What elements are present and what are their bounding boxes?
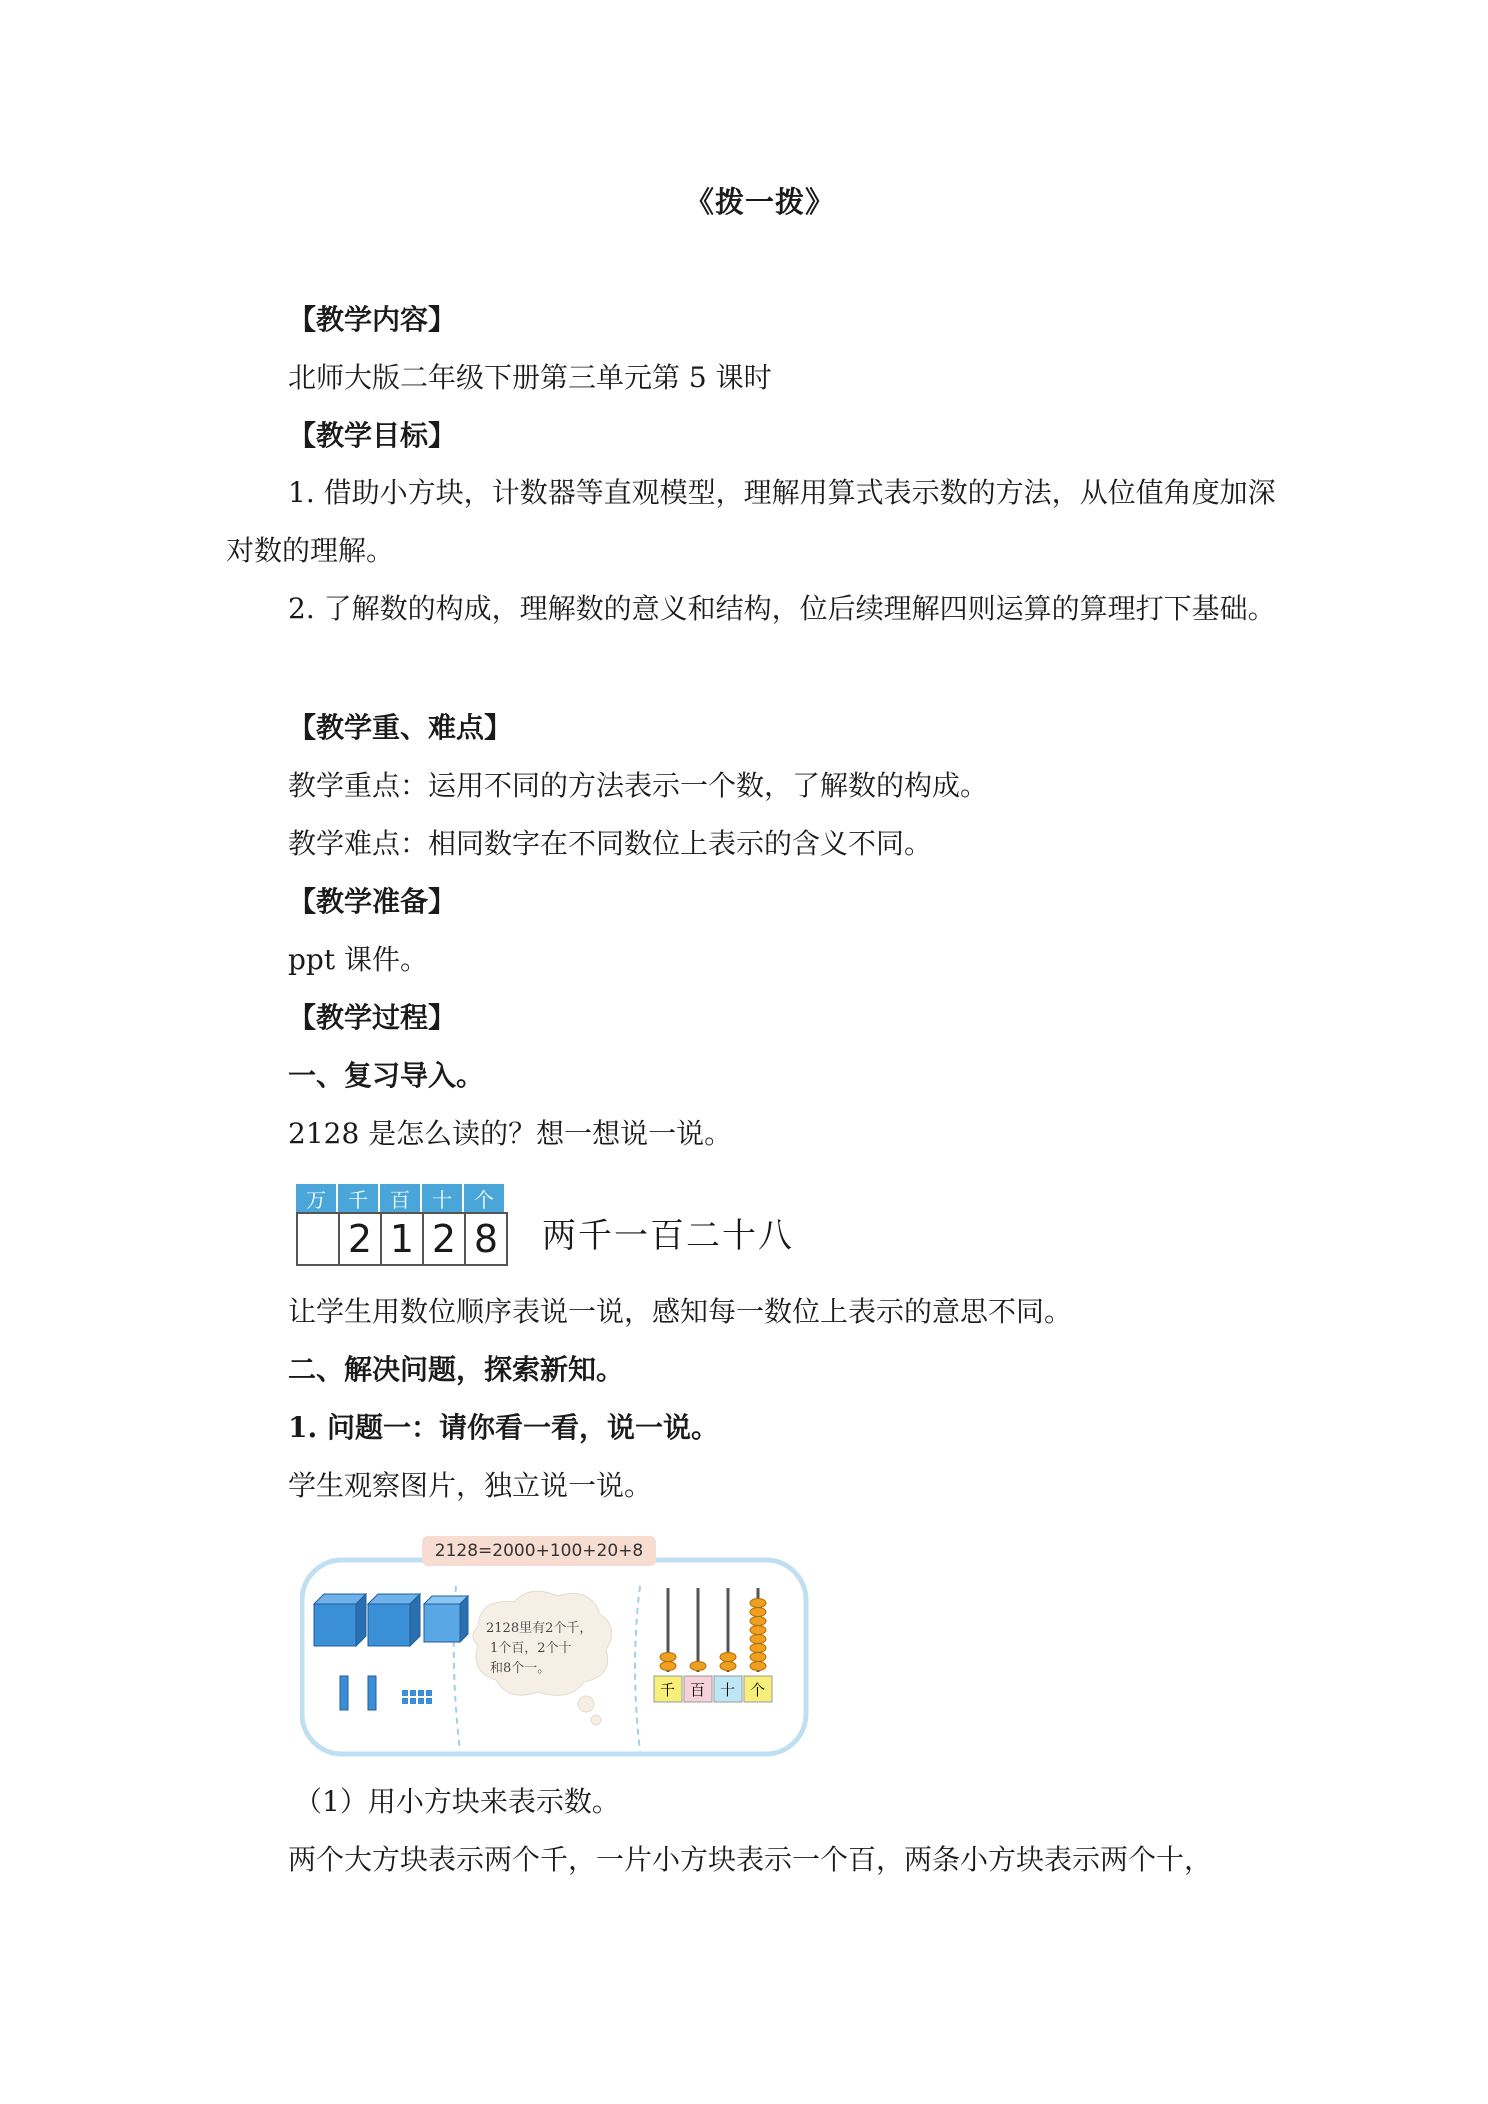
- abacus-bead-ge: [750, 1662, 766, 1671]
- step-1-heading: 一、复习导入。: [288, 1059, 485, 1092]
- abacus-bead-ge: [750, 1599, 766, 1608]
- pv-digit-shi: 2: [424, 1212, 466, 1266]
- content-text: 北师大版二年级下册第三单元第 5 课时: [288, 361, 772, 394]
- place-value-table: [296, 1184, 508, 1266]
- pv-header-qian: 千: [338, 1184, 380, 1212]
- pv-header-ge: 个: [464, 1184, 506, 1212]
- section-heading-content: 【教学内容】: [288, 303, 457, 336]
- pv-header-shi: 十: [422, 1184, 464, 1212]
- prep-text: ppt 课件。: [288, 943, 429, 976]
- step-1-question: 2128 是怎么读的？想一想说一说。: [288, 1117, 733, 1150]
- abacus-bead-bai: [690, 1662, 706, 1671]
- place-value-illustration: [300, 1536, 810, 1758]
- abacus-bead-qian: [660, 1662, 676, 1671]
- abacus-bead-shi: [720, 1653, 736, 1662]
- step-1-after: 让学生用数位顺序表说一说，感知每一数位上表示的意思不同。: [288, 1295, 1073, 1328]
- goal-1: 1. 借助小方块，计数器等直观模型，理解用算式表示数的方法，从位值角度加深对数的理解。: [226, 476, 1276, 567]
- abacus-bead-ge: [750, 1608, 766, 1617]
- key-point: 教学重点：运用不同的方法表示一个数，了解数的构成。: [288, 769, 989, 802]
- abacus-label-bai: 百: [690, 1681, 706, 1699]
- bubble-line-1: 2128里有2个千，: [486, 1621, 593, 1636]
- pv-header-wan: 万: [296, 1184, 338, 1212]
- section-heading-process: 【教学过程】: [288, 1001, 457, 1034]
- bubble-line-3: 和8个一。: [490, 1661, 551, 1676]
- abacus-bead-qian: [660, 1653, 676, 1662]
- thousand-block-1: [314, 1594, 366, 1646]
- abacus-bead-ge: [750, 1635, 766, 1644]
- sub-1-heading: （1）用小方块来表示数。: [294, 1785, 620, 1818]
- equation-banner: 2128=2000+100+20+8: [422, 1536, 656, 1566]
- abacus-bead-shi: [720, 1662, 736, 1671]
- ten-rod-2: [368, 1676, 376, 1710]
- section-heading-key: 【教学重、难点】: [288, 711, 513, 744]
- illustration-graphic: [300, 1536, 810, 1758]
- abacus-bead-ge: [750, 1626, 766, 1635]
- pv-digit-wan: [296, 1212, 340, 1266]
- number-reading: 两千一百二十八: [542, 1216, 794, 1256]
- abacus-label-qian: 千: [660, 1681, 676, 1699]
- bubble-line-2: 1个百，2个十: [490, 1641, 572, 1656]
- hundred-flat: [424, 1596, 468, 1642]
- page-title: 《拨一拨》: [684, 185, 835, 219]
- abacus-bead-ge: [750, 1653, 766, 1662]
- question-1-heading: 1. 问题一：请你看一看，说一说。: [288, 1411, 719, 1444]
- goal-2: 2. 了解数的构成，理解数的意义和结构，位后续理解四则运算的算理打下基础。: [288, 592, 1276, 625]
- ten-rod-1: [340, 1676, 348, 1710]
- step-2-heading: 二、解决问题，探索新知。: [288, 1353, 625, 1386]
- section-heading-prep: 【教学准备】: [288, 885, 457, 918]
- abacus-bead-ge: [750, 1617, 766, 1626]
- pv-digit-bai: 1: [382, 1212, 424, 1266]
- difficult-point: 教学难点：相同数字在不同数位上表示的含义不同。: [288, 827, 933, 860]
- question-1-text: 学生观察图片，独立说一说。: [288, 1469, 653, 1502]
- abacus-label-ge: 个: [750, 1681, 766, 1699]
- section-heading-goals: 【教学目标】: [288, 419, 457, 452]
- sub-1-text: 两个大方块表示两个千，一片小方块表示一个百，两条小方块表示两个十，: [288, 1843, 1213, 1876]
- pv-header-bai: 百: [380, 1184, 422, 1212]
- abacus-label-shi: 十: [720, 1681, 736, 1699]
- thousand-block-2: [368, 1594, 420, 1646]
- abacus-bead-ge: [750, 1644, 766, 1653]
- pv-digit-qian: 2: [340, 1212, 382, 1266]
- pv-digit-ge: 8: [466, 1212, 508, 1266]
